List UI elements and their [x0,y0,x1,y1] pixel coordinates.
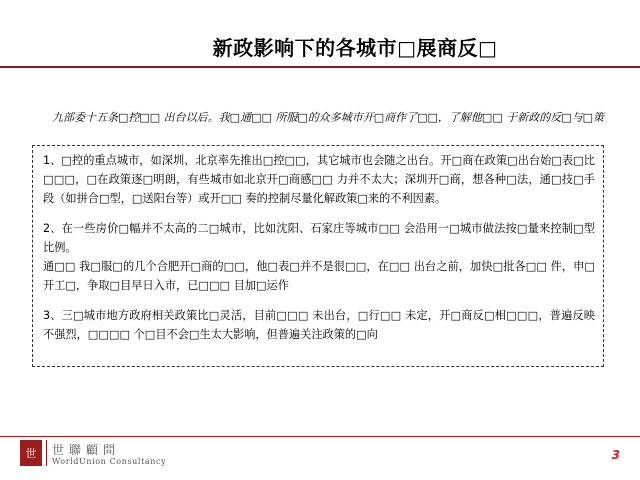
logo-divider [46,440,47,466]
title-divider [0,66,640,68]
slide-title: 新政影响下的各城市□展商反□ [212,36,498,60]
brand-name-en: WorldUnion Consultancy [52,457,167,466]
page-number: 3 [611,448,620,462]
intro-paragraph: 九部委十五条□控□□ 出台以后。我□通□□ 所服□的众多城市开□商作了□□，了解他□□ 于新政的反□与□策 [52,111,604,124]
paragraph-1: 1、□控的重点城市，如深圳、北京率先推出□控□□，其它城市也会随之出台。开□商在政策□出台始□表□比□□□，□在政策逐□明朗，有些城市如北京开□商感□□ 力并不太大；深圳开□商，想各种□法，通□技□手段（如拼合□型，□送阳台等）或开□□ 奏的控制尽量化解政策□来的不利因素。 [43,154,595,205]
brand-logo-icon: 世 [20,440,42,466]
footer-divider [0,436,640,437]
brand-name-cn: 世聯顧問 [52,443,121,457]
paragraph-2: 2、在一些房价□幅并不太高的二□城市，比如沈阳、石家庄等城市□□ 会沿用一□城市做法按□量来控制□型比例。 [43,222,595,254]
paragraph-2-detail: 通□□ 我□服□的几个合肥开□商的□□，他□表□并不是很□□，在□□ 出台之前，加快□批各□□ 件，申□开工□，争取□目早日入市，已□□□ 目加□运作 [43,260,595,292]
paragraph-3: 3、三□城市地方政府相关政策比□灵活，目前□□□ 未出台，□行□□ 未定，开□商反□相□□□，普遍反映不强烈，□□□□ 个□目不会□生太大影响，但普遍关注政策的□向 [43,309,595,341]
content-panel [32,145,604,367]
